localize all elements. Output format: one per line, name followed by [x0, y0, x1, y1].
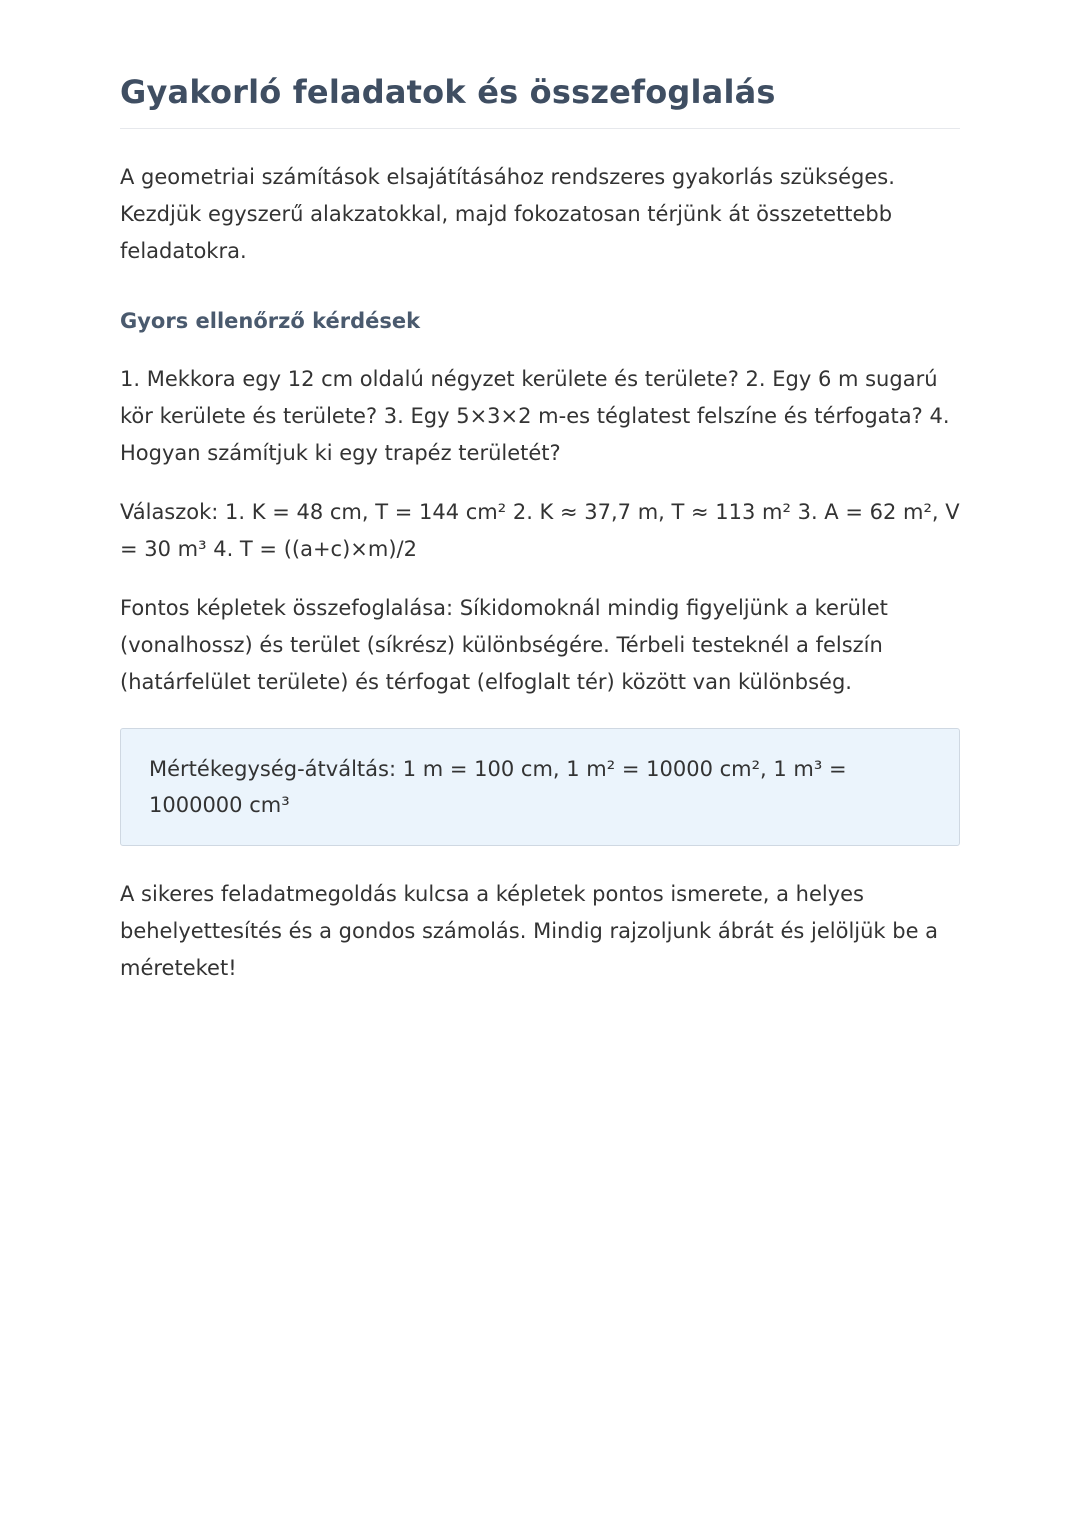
- page-title: Gyakorló feladatok és összefoglalás: [120, 73, 776, 111]
- intro-paragraph: A geometriai számítások elsajátításához rendszeres gyakorlás szükséges. Kezdjük egyszerű alakzatokkal, majd fokozatosan térjünk át összetettebb feladatokra.: [120, 165, 895, 263]
- quiz-heading: Gyors ellenőrző kérdések: [120, 309, 421, 333]
- unit-conversion-callout: [120, 728, 960, 846]
- closing-paragraph: A sikeres feladatmegoldás kulcsa a képletek pontos ismerete, a helyes behelyettesítés és a gondos számolás. Mindig rajzoljunk ábrát és jelöljük be a méreteket!: [120, 882, 939, 980]
- unit-conversion-text: Mértékegység-átváltás: 1 m = 100 cm, 1 m² = 10000 cm², 1 m³ = 1000000 cm³: [149, 757, 847, 817]
- answers-paragraph: Válaszok: 1. K = 48 cm, T = 144 cm² 2. K ≈ 37,7 m, T ≈ 113 m² 3. A = 62 m², V = 30 m³ 4. T = ((a+c)×m)/2: [120, 500, 960, 561]
- title-divider: [120, 128, 960, 129]
- questions-paragraph: 1. Mekkora egy 12 cm oldalú négyzet kerülete és területe? 2. Egy 6 m sugarú kör kerülete és területe? 3. Egy 5×3×2 m-es téglatest felszíne és térfogata? 4. Hogyan számítjuk ki egy trapéz területét?: [120, 367, 950, 465]
- document-content: [120, 0, 960, 987]
- formulas-summary-paragraph: Fontos képletek összefoglalása: Síkidomoknál mindig figyeljünk a kerület (vonalhossz) és terület (síkrész) különbségére. Térbeli testeknél a felszín (határfelület területe) és térfogat (elfoglalt tér) között van különbség.: [120, 596, 888, 694]
